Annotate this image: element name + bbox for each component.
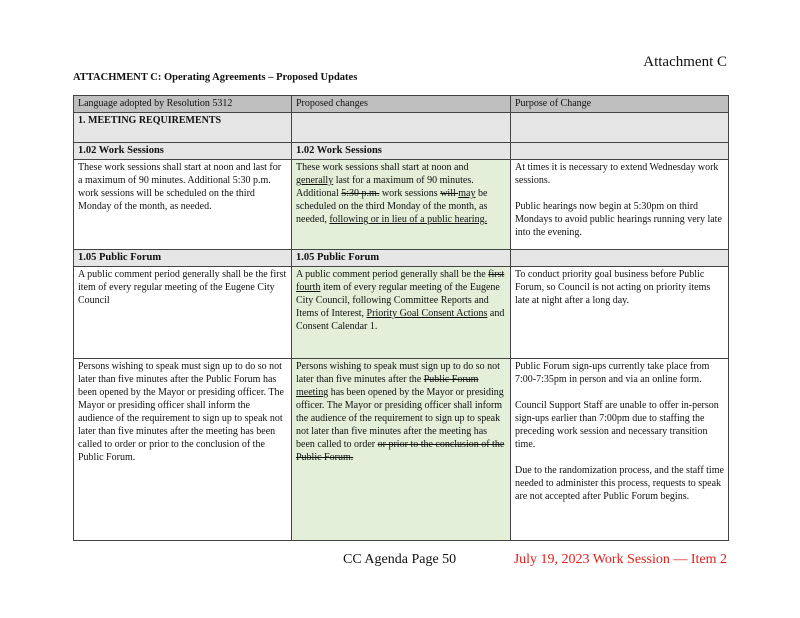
table-row xyxy=(74,267,729,359)
work-sessions-proposed-text xyxy=(292,160,511,250)
column-header-proposed: Proposed changes xyxy=(292,96,511,113)
footer-page-number: CC Agenda Page 50 xyxy=(343,552,457,567)
attachment-label: Attachment C xyxy=(643,54,727,70)
deleted-text: will xyxy=(440,188,459,199)
signup-proposed-text xyxy=(292,359,511,541)
signup-purpose-para: Council Support Staff are unable to offer in-person sign-ups earlier than 7:00pm due to staffing the preceding work session and necessary transition time. xyxy=(515,400,719,450)
unchanged-text: A public comment period generally shall be the xyxy=(296,269,489,280)
inserted-text: following or in lieu of a public hearing. xyxy=(329,214,488,225)
signup-purpose-para: Public Forum sign-ups currently take place from 7:00-7:35pm in person and via an online form. xyxy=(515,361,710,385)
column-header-adopted: Language adopted by Resolution 5312 xyxy=(74,96,292,113)
column-header-purpose: Purpose of Change xyxy=(511,96,729,113)
table-row xyxy=(74,160,729,250)
unchanged-text: last for a maximum of 90 minutes. Additional xyxy=(296,175,474,199)
inserted-text: fourth xyxy=(296,282,321,293)
public-forum-purpose: To conduct priority goal business before Public Forum, so Council is not acting on priority items late at night after a long day. xyxy=(511,267,729,359)
signup-purpose-para: Due to the randomization process, and the staff time needed to administer this process, requests to speak are not accepted after Public Forum begins. xyxy=(515,465,724,502)
public-forum-heading-adopted: 1.05 Public Forum xyxy=(74,250,292,267)
signup-purpose xyxy=(511,359,729,541)
work-sessions-purpose-para: Public hearings now begin at 5:30pm on third Mondays to avoid public hearings running very late into the evening. xyxy=(515,201,722,238)
document-title: ATTACHMENT C: Operating Agreements – Proposed Updates xyxy=(73,72,358,83)
work-sessions-purpose-para: At times it is necessary to extend Wednesday work sessions. xyxy=(515,162,719,186)
unchanged-text: be scheduled on the third Monday of the month, as needed, xyxy=(296,188,488,225)
work-sessions-heading-proposed: 1.02 Work Sessions xyxy=(292,143,511,160)
deleted-text: 5:30 p.m. xyxy=(341,188,380,199)
footer-session-label: July 19, 2023 Work Session — Item 2 xyxy=(513,552,727,567)
section-empty-cell xyxy=(292,113,511,143)
unchanged-text: work sessions xyxy=(379,188,441,199)
public-forum-heading-empty xyxy=(511,250,729,267)
work-sessions-heading-adopted: 1.02 Work Sessions xyxy=(74,143,292,160)
unchanged-text: item of every regular meeting of the Eugene City Council, following Committee Reports and Items of Interest, xyxy=(296,282,500,319)
work-sessions-adopted-text: These work sessions shall start at noon and last for a maximum of 90 minutes. Additional 5:30 p.m. work sessions will be scheduled on the third Monday of the month, as needed. xyxy=(74,160,292,250)
section-title: 1. MEETING REQUIREMENTS xyxy=(74,113,292,143)
public-forum-proposed-text xyxy=(292,267,511,359)
deleted-text: or prior to the conclusion of the Public Forum. xyxy=(296,439,505,463)
section-row xyxy=(74,113,729,143)
unchanged-text: and Consent Calendar 1. xyxy=(296,308,505,332)
unchanged-text: These work sessions shall start at noon and xyxy=(296,162,469,173)
operating-agreements-table xyxy=(73,95,729,541)
table-header-row xyxy=(74,96,729,113)
public-forum-heading-proposed: 1.05 Public Forum xyxy=(292,250,511,267)
table-row xyxy=(74,359,729,541)
inserted-text: Priority Goal Consent Actions xyxy=(366,308,488,319)
deleted-text: Public Forum xyxy=(423,374,479,385)
inserted-text: may xyxy=(458,188,476,199)
section-empty-cell xyxy=(511,113,729,143)
signup-adopted-text: Persons wishing to speak must sign up to do so not later than five minutes after the Public Forum has been opened by the Mayor or presiding officer. The Mayor or presiding officer shall inform the audience of the requirement to sign up to speak not later than five minutes after the meeting has been called to order or prior to the conclusion of the Public Forum. xyxy=(74,359,292,541)
work-sessions-heading-empty xyxy=(511,143,729,160)
unchanged-text: Persons wishing to speak must sign up to do so not later than five minutes after the xyxy=(296,361,500,385)
unchanged-text: has been opened by the Mayor or presiding officer. The Mayor or presiding officer shall inform the audience of the requirement to sign up to speak not later than five minutes after the meeting has been called to order xyxy=(296,387,504,450)
public-forum-adopted-text: A public comment period generally shall be the first item of every regular meeting of the Eugene City Council xyxy=(74,267,292,359)
inserted-text: generally xyxy=(296,175,334,186)
inserted-text: meeting xyxy=(296,387,329,398)
work-sessions-purpose xyxy=(511,160,729,250)
table-row xyxy=(74,143,729,160)
deleted-text: first xyxy=(488,269,505,280)
table-row xyxy=(74,250,729,267)
